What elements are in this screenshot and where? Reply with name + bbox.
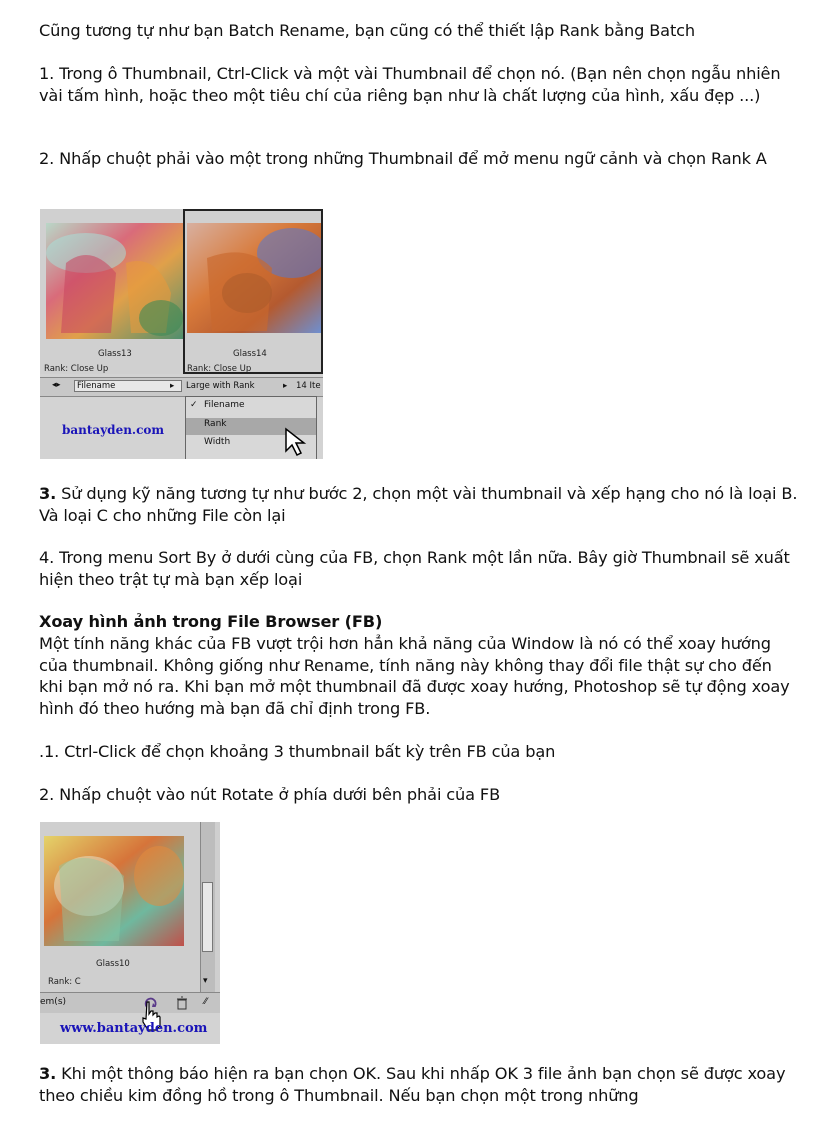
- rotate-intro-paragraph: Một tính năng khác của FB vượt trội hơn hẳn khả năng của Window là nó có thể xoay hướng của thumbnail. Không giống như Rename, tính năng này không thay đổi file thật sự cho đến khi bạn mở nó ra. Khi bạn mở một thumbnail đã được xoay hướng, Photoshop sẽ tự động xoay hình đó theo hướng mà bạn đã chỉ định trong FB.: [39, 634, 790, 718]
- file-browser-bottom-bar: [40, 377, 323, 397]
- watermark-text: bantayden.com: [62, 423, 165, 437]
- glass10-image: [44, 836, 184, 946]
- step-3-paragraph: [39, 483, 799, 526]
- step-number: 3.: [39, 484, 57, 503]
- menu-item-filename[interactable]: ✓ Filename: [190, 400, 245, 410]
- step-2-paragraph: 2. Nhấp chuột phải vào một trong những Thumbnail để mở menu ngữ cảnh và chọn Rank A: [39, 149, 767, 168]
- menu-item-rank[interactable]: Rank: [186, 418, 316, 435]
- glass14-image: [187, 223, 321, 333]
- sort-by-select[interactable]: Filename: [74, 380, 182, 392]
- thumbnail-rank: Rank: Close Up: [187, 364, 252, 374]
- view-mode-select[interactable]: Large with Rank: [186, 381, 255, 391]
- thumbnail-name: Glass13: [98, 349, 132, 359]
- status-bar: [40, 992, 220, 1013]
- dropdown-arrow-icon: ▸: [170, 381, 175, 391]
- thumbnail-name: Glass10: [96, 959, 130, 969]
- check-icon: ✓: [190, 400, 198, 410]
- step-text: Sử dụng kỹ năng tương tự như bước 2, chọn một vài thumbnail và xếp hạng cho nó là loại B. Và loại C cho những File còn lại: [39, 484, 798, 525]
- rotate-step-1-paragraph: .1. Ctrl-Click để chọn khoảng 3 thumbnail bất kỳ trên FB của bạn: [39, 742, 556, 761]
- file-browser-screenshot-rotate: [40, 822, 220, 1044]
- item-count: 14 Ite: [296, 381, 321, 391]
- step-number: 3.: [39, 1064, 57, 1083]
- thumbnail-glass10: [40, 822, 220, 992]
- trash-icon[interactable]: [176, 996, 188, 1010]
- section-heading: Xoay hình ảnh trong File Browser (FB): [39, 612, 383, 631]
- intro-paragraph: Cũng tương tự như bạn Batch Rename, bạn cũng có thể thiết lập Rank bằng Batch: [39, 21, 696, 40]
- thumbnail-rank: Rank: C: [48, 977, 81, 987]
- scrollbar-thumb[interactable]: [202, 882, 213, 952]
- glass13-image: [46, 223, 184, 339]
- thumbnail-glass13: [40, 209, 180, 374]
- resize-grip-icon[interactable]: ⁄⁄: [204, 997, 208, 1007]
- status-text: em(s): [40, 997, 67, 1007]
- view-toggle-icon[interactable]: ◂▸: [52, 380, 61, 390]
- step-1-paragraph: 1. Trong ô Thumbnail, Ctrl-Click và một vài Thumbnail để chọn nó. (Bạn nên chọn ngẫu nhiên vài tấm hình, hoặc theo một tiêu chí của riêng bạn như là chất lượng của hình, xấu đẹp ...): [39, 64, 781, 105]
- file-browser-screenshot-rank: [40, 209, 323, 459]
- rotate-step-3-paragraph: [39, 1063, 799, 1106]
- watermark-text: www.bantayden.com: [60, 1021, 208, 1036]
- dropdown-arrow-icon: ▸: [283, 381, 288, 391]
- step-4-paragraph: 4. Trong menu Sort By ở dưới cùng của FB, chọn Rank một lần nữa. Bây giờ Thumbnail sẽ xuất hiện theo trật tự mà bạn xếp loại: [39, 548, 790, 589]
- rotate-step-2-paragraph: 2. Nhấp chuột vào nút Rotate ở phía dưới bên phải của FB: [39, 785, 501, 804]
- scroll-down-arrow-icon[interactable]: ▾: [203, 976, 208, 986]
- thumbnail-rank: Rank: Close Up: [44, 364, 109, 374]
- menu-item-width[interactable]: Width: [204, 437, 231, 447]
- mouse-cursor-icon: [284, 427, 310, 459]
- thumbnail-glass14: [183, 209, 323, 374]
- thumbnail-name: Glass14: [233, 349, 267, 359]
- step-text: Khi một thông báo hiện ra bạn chọn OK. Sau khi nhấp OK 3 file ảnh bạn chọn sẽ được xoay theo chiều kim đồng hồ trong ô Thumbnail. Nếu bạn chọn một trong những: [39, 1064, 786, 1105]
- vertical-scrollbar[interactable]: [200, 822, 215, 992]
